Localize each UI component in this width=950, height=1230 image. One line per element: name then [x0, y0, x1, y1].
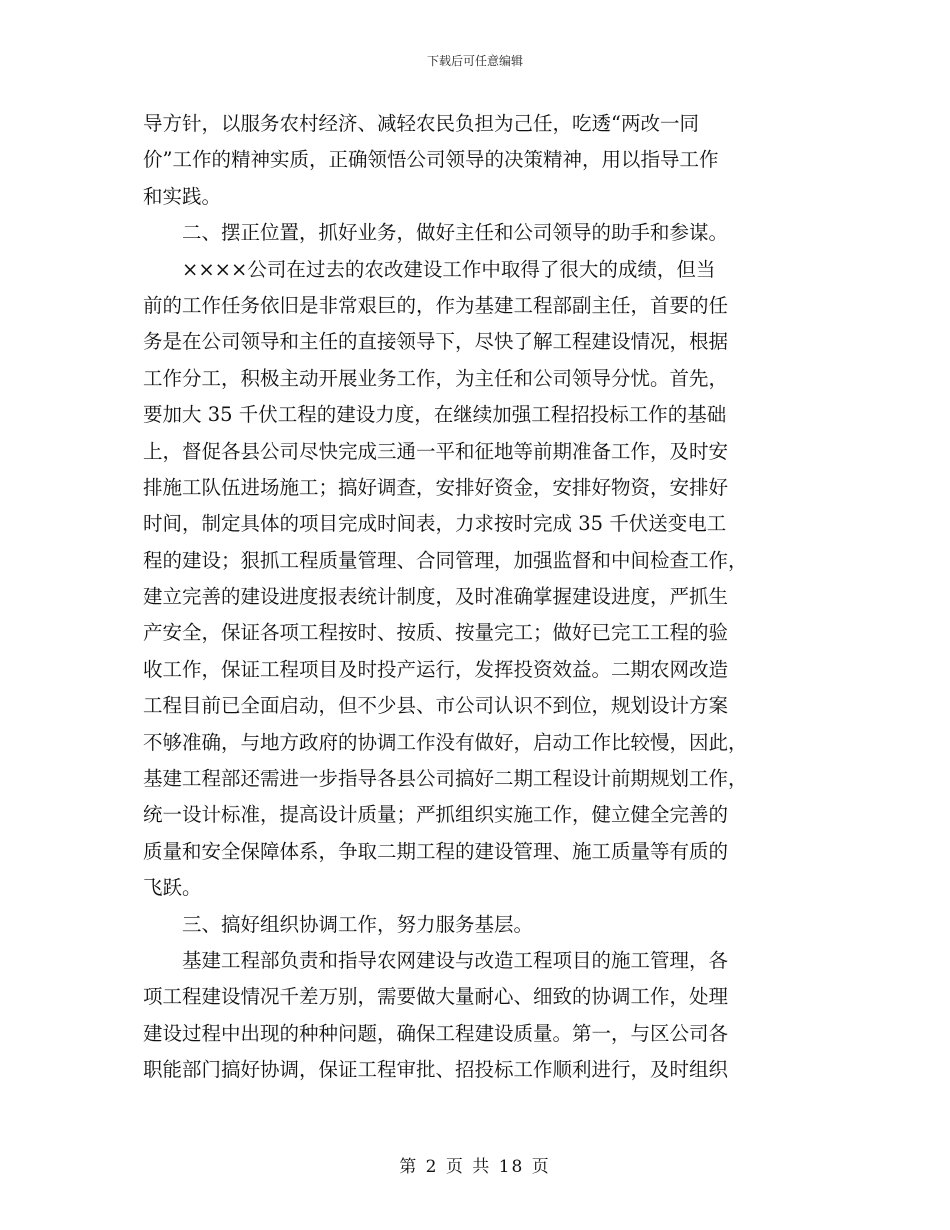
text-line: 建设过程中出现的种种问题，确保工程建设质量。第一，与区公司各 — [143, 1021, 729, 1045]
text-line: 排施工队伍进场施工；搞好调查，安排好资金，安排好物资，安排好 — [143, 475, 729, 499]
text-line: 基建工程部负责和指导农网建设与改造工程项目的施工管理，各 — [143, 948, 729, 972]
text-line: 上，督促各县公司尽快完成三通一平和征地等前期准备工作，及时安 — [143, 439, 729, 463]
text-line: 基建工程部还需进一步指导各县公司搞好二期工程设计前期规划工作， — [143, 767, 748, 791]
text-line: 工程目前已全面启动，但不少县、市公司认识不到位，规划设计方案 — [143, 694, 729, 718]
text-line: 要加大 35 千伏工程的建设力度，在继续加强工程招投标工作的基础 — [143, 403, 727, 427]
section-heading: 三、搞好组织协调工作，努力服务基层。 — [143, 912, 534, 936]
text-line: 项工程建设情况千差万别，需要做大量耐心、细致的协调工作，处理 — [143, 985, 729, 1009]
page-header: 下载后可任意编辑 — [426, 54, 523, 68]
text-line: 质量和安全保障体系，争取二期工程的建设管理、施工质量等有质的 — [143, 839, 729, 863]
text-line: 程的建设；狠抓工程质量管理、合同管理，加强监督和中间检查工作， — [143, 548, 748, 572]
text-line: 职能部门搞好协调，保证工程审批、招投标工作顺利进行，及时组织 — [143, 1058, 729, 1082]
text-line: 前的工作任务依旧是非常艰巨的，作为基建工程部副主任，首要的任 — [143, 293, 729, 317]
text-line: 不够准确，与地方政府的协调工作没有做好，启动工作比较慢，因此， — [143, 730, 748, 754]
text-line: 收工作，保证工程项目及时投产运行，发挥投资效益。二期农网改造 — [143, 657, 729, 681]
text-line: 产安全，保证各项工程按时、按质、按量完工；做好已完工工程的验 — [143, 621, 729, 645]
text-line: 飞跃。 — [143, 876, 202, 900]
text-line: 务是在公司领导和主任的直接领导下，尽快了解工程建设情况，根据 — [143, 330, 729, 354]
page-footer: 第 2 页 共 18 页 — [399, 1157, 551, 1177]
text-line: 和实践。 — [143, 184, 222, 208]
section-heading: 二、摆正位置，抓好业务，做好主任和公司领导的助手和参谋。 — [143, 221, 729, 245]
text-line: 统一设计标准，提高设计质量；严抓组织实施工作，健立健全完善的 — [143, 803, 729, 827]
text-line: 价”工作的精神实质，正确领悟公司领导的决策精神，用以指导工作 — [143, 148, 719, 172]
text-line: 导方针，以服务农村经济、减轻农民负担为己任，吃透“两改一同 — [143, 112, 699, 135]
text-line: 工作分工，积极主动开展业务工作，为主任和公司领导分忧。首先， — [143, 366, 729, 390]
text-line: ××××公司在过去的农改建设工作中取得了很大的成绩，但当 — [143, 257, 716, 281]
document-body — [143, 106, 805, 1089]
text-line: 时间，制定具体的项目完成时间表，力求按时完成 35 千伏送变电工 — [143, 512, 727, 536]
text-line: 建立完善的建设进度报表统计制度，及时准确掌握建设进度，严抓生 — [143, 585, 729, 609]
